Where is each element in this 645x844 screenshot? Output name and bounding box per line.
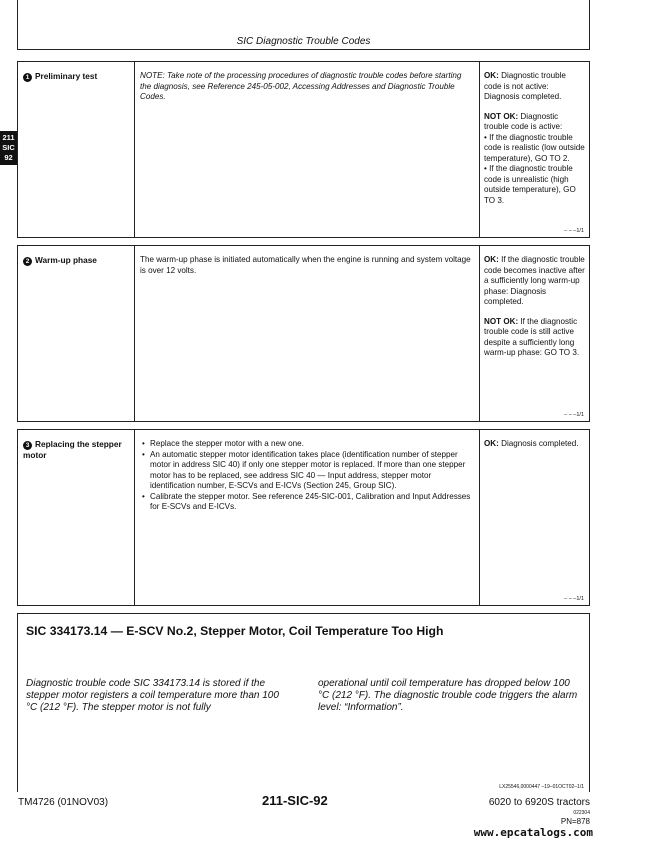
step-1-notok-bullet-1: • If the diagnostic trouble code is realistic (low outside temperature), GO TO 2. <box>484 132 585 163</box>
step-1-ok-label: OK: <box>484 71 499 80</box>
step-2-text: The warm-up phase is initiated automatically when the engine is running and system voltage is over 12 volts. <box>140 255 471 275</box>
step-3-results <box>479 430 589 605</box>
step-2-body <box>135 246 479 421</box>
step-3-bullet-3: • Calibrate the stepper motor. See reference 245-SIC-001, Calibration and Input Addresses for E-SCVs and E-ICVs. <box>150 492 471 513</box>
step-3-title-text: Replacing the stepper motor <box>23 439 122 460</box>
step-2-title-cell <box>18 246 135 421</box>
step-1-results <box>479 62 589 237</box>
section-title: SIC 334173.14 — E-SCV No.2, Stepper Motor, Coil Temperature Too High <box>26 624 444 638</box>
step-1-notok-text: Diagnostic trouble code is active: <box>484 111 563 131</box>
header-title: SIC Diagnostic Trouble Codes <box>236 36 371 47</box>
step-3-block <box>17 429 590 606</box>
step-2-ok-label: OK: <box>484 255 499 264</box>
footer-pn: PN=878 <box>560 817 590 826</box>
footer-date: 022304 <box>573 810 590 816</box>
step-1-continuation: – – –1/1 <box>564 228 584 234</box>
footer-manual-id: TM4726 (01NOV03) <box>18 797 109 808</box>
step-1-title <box>23 71 131 82</box>
step-1-body <box>135 62 479 237</box>
footer-page-number: 211-SIC-92 <box>262 793 328 808</box>
step-2-number: 2 <box>23 257 32 266</box>
step-2-notok-label: NOT OK: <box>484 316 519 326</box>
step-3-bullet-list <box>140 439 471 513</box>
step-2-continuation: – – –1/1 <box>564 412 584 418</box>
step-3-ok-text: Diagnosis completed. <box>501 439 579 448</box>
step-2-results <box>479 246 589 421</box>
watermark-text: www.epcatalogs.com <box>473 826 593 839</box>
step-1-notok-bullet-2: • If the diagnostic trouble code is unrealistic (high outside temperature), GO TO 3. <box>484 164 576 205</box>
step-2-title <box>23 255 131 266</box>
step-3-ok-label: OK: <box>484 439 499 448</box>
step-1-title-text: Preliminary test <box>35 71 98 81</box>
step-3-ok <box>484 439 585 450</box>
side-tab-line3: 92 <box>4 153 13 162</box>
step-1-notok-label: NOT OK: <box>484 111 519 121</box>
step-1-number: 1 <box>23 73 32 82</box>
step-1-ok <box>484 71 585 103</box>
step-1-title-cell <box>18 62 135 237</box>
footer-model: 6020 to 6920S tractors <box>488 797 590 808</box>
step-3-continuation: – – –1/1 <box>564 596 584 602</box>
side-tab <box>0 131 17 165</box>
step-2-ok-text: If the diagnostic trouble code becomes inactive after a sufficiently long warm-up phase: Diagnosis completed. <box>484 255 585 306</box>
step-3-body <box>135 430 479 605</box>
step-1-note: NOTE: Take note of the processing procedures of diagnostic trouble codes before starting the diagnosis, see Reference 245-05-002, Accessing Addresses and Diagnostic Trouble Codes. <box>140 71 462 101</box>
section-ref: LX25546,0000447 –19–01OCT02–1/1 <box>499 784 584 790</box>
step-3-title-cell <box>18 430 135 605</box>
step-2-ok <box>484 255 585 308</box>
header-box <box>17 0 590 50</box>
step-3-title <box>23 439 131 460</box>
step-2-notok-text: If the diagnostic trouble code is still active despite a sufficiently long warm-up phase: GO TO 3. <box>484 316 580 357</box>
side-tab-line2: SIC <box>2 143 15 152</box>
step-1-notok <box>484 112 585 207</box>
step-1-block <box>17 61 590 238</box>
step-3-bullet-1: • Replace the stepper motor with a new one. <box>150 439 471 450</box>
section-col-left: Diagnostic trouble code SIC 334173.14 is stored if the stepper motor registers a coil temperature more than 100 °C (212 °F). The stepper motor is not fully <box>26 678 279 714</box>
step-2-notok <box>484 317 585 359</box>
step-3-bullet-2: • An automatic stepper motor identification takes place (identification number of stepper motor in address SIC 40) if only one stepper motor is replaced. If more than one stepper motor has to be replaced, see address SIC 40 — Input address, stepper motor identification number, E-SCVs and E-ICVs (Section 245, Group SIC). <box>150 450 471 492</box>
section-box <box>17 613 590 792</box>
step-1-ok-text: Diagnostic trouble code is not active: Diagnosis completed. <box>484 71 566 101</box>
step-2-title-text: Warm-up phase <box>35 255 97 265</box>
step-3-number: 3 <box>23 441 32 450</box>
section-col-right: operational until coil temperature has dropped below 100 °C (212 °F). The diagnostic trouble code triggers the alarm level: “Information”. <box>318 678 578 714</box>
side-tab-line1: 211 <box>2 133 15 142</box>
step-2-block <box>17 245 590 422</box>
